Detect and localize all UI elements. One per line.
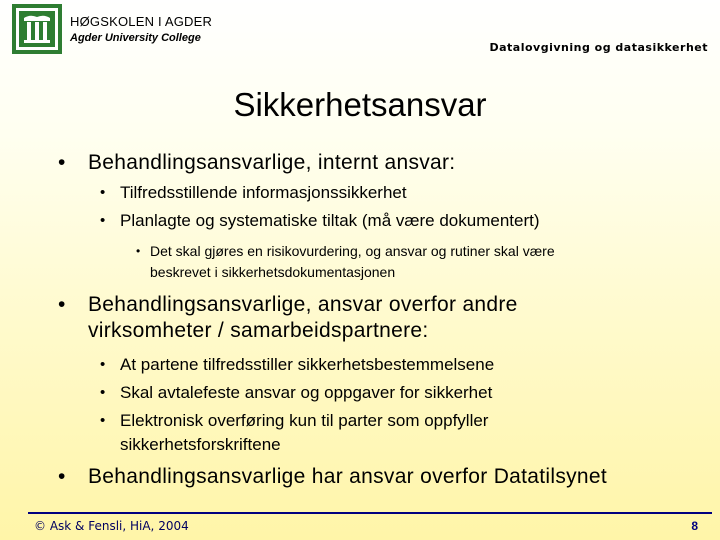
bullet-marker: • <box>100 184 106 201</box>
bullet-3-text: Behandlingsansvarlige har ansvar overfor Datatilsynet <box>88 465 608 488</box>
course-title: Datalovgivning og datasikkerhet <box>489 41 708 54</box>
school-name-english: Agder University College <box>70 32 201 44</box>
bullet-marker: • <box>100 384 106 401</box>
bullet-2-sub-3-line-2: sikkerhetsforskriftene <box>120 435 281 454</box>
bullet-marker: • <box>100 356 106 373</box>
bullet-2-sub-2: Skal avtalefeste ansvar og oppgaver for sikkerhet <box>120 383 493 402</box>
bullet-2-sub-3-line-1: Elektronisk overføring kun til parter som oppfyller <box>120 411 489 430</box>
bullet-1-subsub-line-1: Det skal gjøres en risikovurdering, og ansvar og rutiner skal være <box>150 243 555 259</box>
bullet-marker: • <box>58 465 66 488</box>
bullet-2-text-line-2: virksomheter / samarbeidspartnere: <box>88 319 429 342</box>
bullet-marker: • <box>100 412 106 429</box>
bullet-1-subsub-line-2: beskrevet i sikkerhetsdokumentasjonen <box>150 264 396 280</box>
bullet-1-text: Behandlingsansvarlige, internt ansvar: <box>88 151 456 174</box>
bullet-marker: • <box>58 293 66 316</box>
school-name: HØGSKOLEN I AGDER <box>70 14 213 29</box>
slide-footer <box>0 508 720 540</box>
bullet-2-text-line-1: Behandlingsansvarlige, ansvar overfor andre <box>88 293 518 316</box>
bullet-1-sub-1: Tilfredsstillende informasjonssikkerhet <box>120 183 407 202</box>
footer-divider <box>28 512 712 514</box>
copyright-text: © Ask & Fensli, HiA, 2004 <box>34 519 189 533</box>
bullet-1-sub-2: Planlagte og systematiske tiltak (må være dokumentert) <box>120 211 540 230</box>
slide-title: Sikkerhetsansvar <box>233 86 487 123</box>
bullet-marker: • <box>100 212 106 229</box>
bullet-marker: • <box>58 151 66 174</box>
page-number: 8 <box>691 519 698 533</box>
bullet-2-sub-1: At partene tilfredsstiller sikkerhetsbestemmelsene <box>120 355 495 374</box>
pillar-logo-icon <box>12 4 62 54</box>
bullet-marker: • <box>136 244 141 258</box>
